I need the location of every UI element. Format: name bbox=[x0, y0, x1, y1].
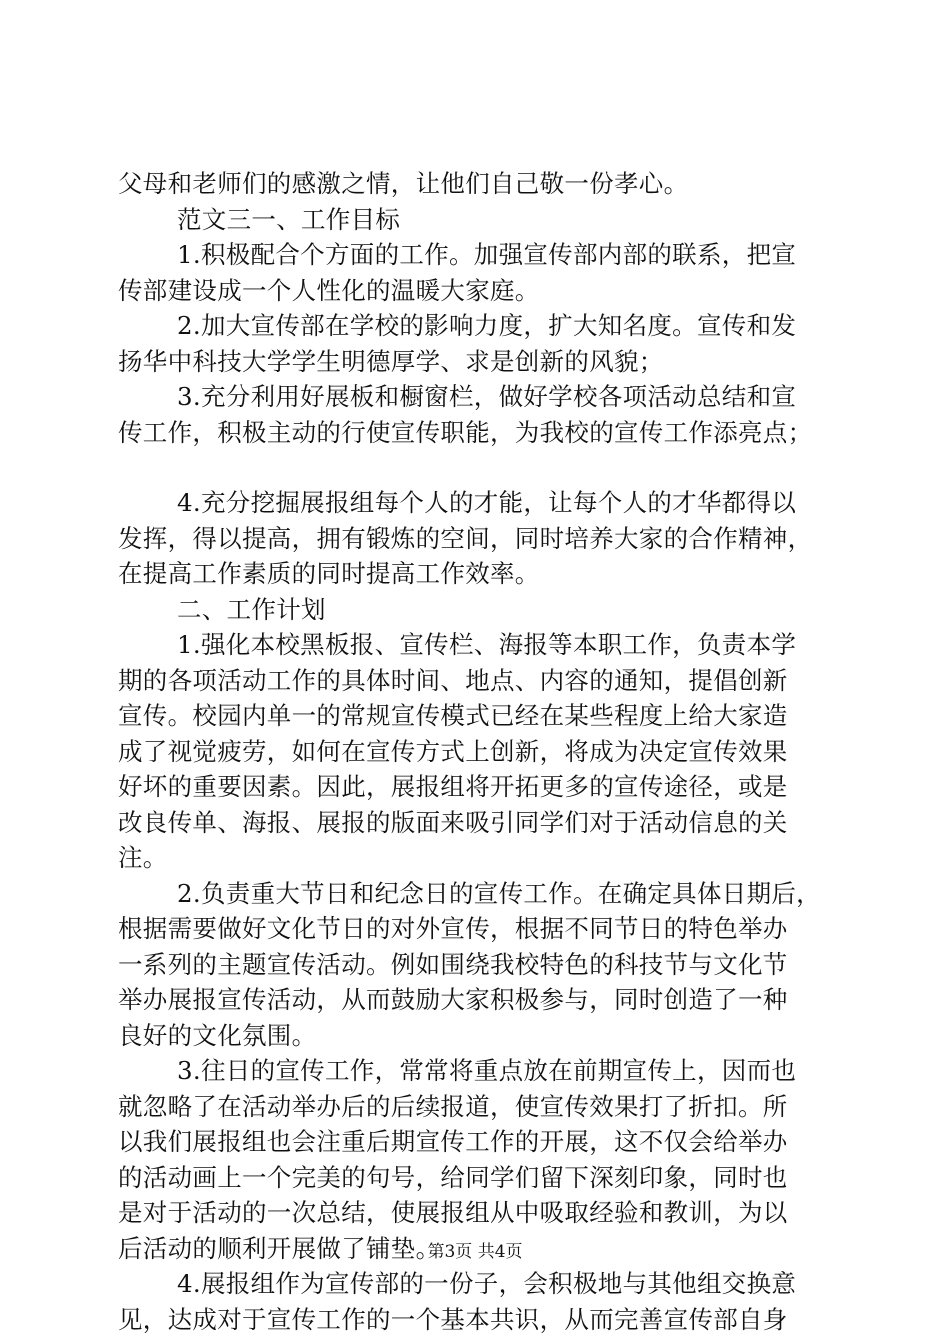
text-line: 是对于活动的一次总结，使展报组从中吸取经验和教训，为以 bbox=[118, 1198, 788, 1227]
text-line: 根据需要做好文化节日的对外宣传，根据不同节日的特色举办 bbox=[118, 914, 788, 943]
text-line: 宣传。校园内单一的常规宣传模式已经在某些程度上给大家造 bbox=[118, 701, 788, 730]
text-line: 1.积极配合个方面的工作。加强宣传部内部的联系，把宣 bbox=[177, 240, 797, 269]
text-line: 2.加大宣传部在学校的影响力度，扩大知名度。宣传和发 bbox=[177, 311, 797, 340]
text-line: 成了视觉疲劳，如何在宣传方式上创新，将成为决定宣传效果 bbox=[118, 736, 788, 766]
text-line: 见，达成对于宣传工作的一个基本共识，从而完善宣传部自身 bbox=[118, 1304, 788, 1334]
document-body bbox=[118, 166, 833, 1337]
text-line: 范文三一、工作目标 bbox=[177, 204, 401, 234]
text-line: 传部建设成一个人性化的温暖大家庭。 bbox=[118, 275, 540, 305]
blank-line bbox=[118, 450, 833, 485]
text-line: 一系列的主题宣传活动。例如围绕我校特色的科技节与文化节 bbox=[118, 949, 788, 979]
text-line: 举办展报宣传活动，从而鼓励大家积极参与，同时创造了一种 bbox=[118, 985, 788, 1014]
text-line: 3.充分利用好展板和橱窗栏，做好学校各项活动总结和宣 bbox=[177, 382, 797, 411]
text-line: 父母和老师们的感激之情，让他们自己敬一份孝心。 bbox=[118, 169, 689, 198]
text-line: 后活动的顺利开展做了铺垫。 bbox=[118, 1233, 441, 1263]
text-line: 3.往日的宣传工作，常常将重点放在前期宣传上，因而也 bbox=[177, 1056, 797, 1085]
text-line: 1.强化本校黑板报、宣传栏、海报等本职工作，负责本学 bbox=[177, 630, 797, 659]
text-line: 二、工作计划 bbox=[177, 594, 326, 624]
text-line: 注。 bbox=[118, 843, 168, 872]
text-line: 在提高工作素质的同时提高工作效率。 bbox=[118, 559, 540, 588]
text-line: 的活动画上一个完美的句号，给同学们留下深刻印象，同时也 bbox=[118, 1162, 788, 1192]
text-line: 2.负责重大节日和纪念日的宣传工作。在确定具体日期后， bbox=[177, 878, 821, 908]
text-line: 4.充分挖掘展报组每个人的才能，让每个人的才华都得以 bbox=[177, 488, 797, 517]
text-line: 4.展报组作为宣传部的一份子，会积极地与其他组交换意 bbox=[177, 1269, 797, 1298]
text-line: 改良传单、海报、展报的版面来吸引同学们对于活动信息的关 bbox=[118, 807, 788, 837]
text-line: 以我们展报组也会注重后期宣传工作的开展，这不仅会给举办 bbox=[118, 1127, 788, 1156]
text-line: 好坏的重要因素。因此，展报组将开拓更多的宣传途径，或是 bbox=[118, 772, 788, 801]
page-footer: 第3页 共4页 bbox=[427, 1242, 523, 1262]
text-line: 期的各项活动工作的具体时间、地点、内容的通知，提倡创新 bbox=[118, 665, 788, 695]
text-line: 发挥，得以提高，拥有锻炼的空间，同时培养大家的合作精神， bbox=[118, 523, 813, 553]
text-line: 就忽略了在活动举办后的后续报道，使宣传效果打了折扣。所 bbox=[118, 1091, 788, 1121]
text-line: 良好的文化氛围。 bbox=[118, 1020, 317, 1050]
text-line: 扬华中科技大学学生明德厚学、求是创新的风貌； bbox=[118, 346, 664, 376]
text-line: 传工作，积极主动的行使宣传职能，为我校的宣传工作添亮点； bbox=[118, 417, 813, 447]
